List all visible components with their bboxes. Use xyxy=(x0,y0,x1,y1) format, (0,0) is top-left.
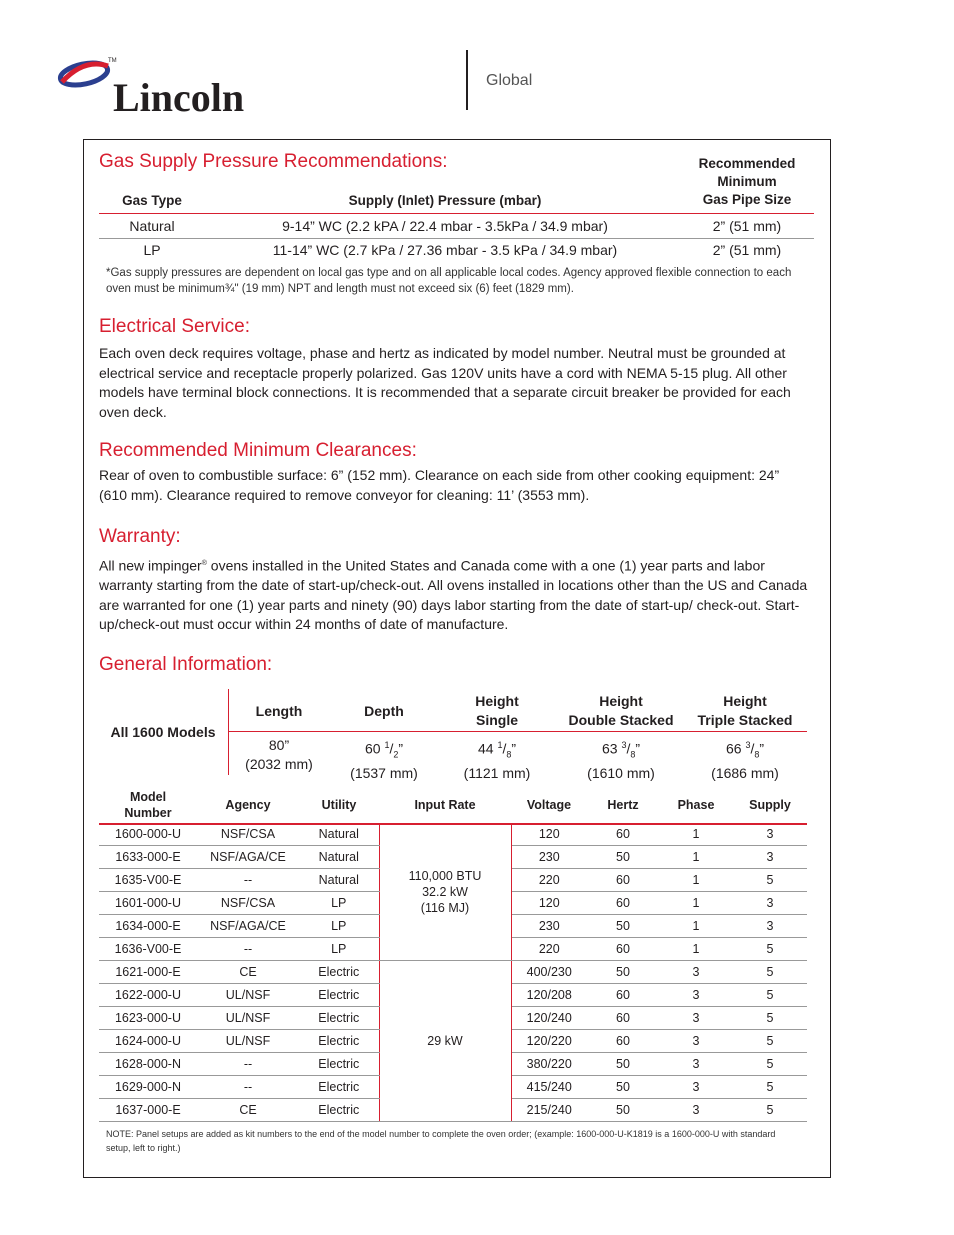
gas-row-pipe: 2” (51 mm) xyxy=(712,242,782,258)
cell-hertz: 50 xyxy=(587,1053,659,1076)
cell-model: 1633-000-E xyxy=(99,846,197,869)
cell-utility: Electric xyxy=(299,1030,379,1053)
cell-hertz: 60 xyxy=(587,869,659,892)
cell-supply: 5 xyxy=(733,938,807,961)
cell-utility: Electric xyxy=(299,1099,379,1122)
electrical-body: Each oven deck requires voltage, phase and hertz as indicated by model number. Neutral must be grounded at electrical service and receptacle properly polarized. Gas 120V units have a cord with NEMA 5-15 plug. All other models have terminal block connections. It is recommended that a separate circuit breaker be provided for each oven deck. xyxy=(99,345,791,420)
cell-phase: 1 xyxy=(659,869,733,892)
gas-heading: Gas Supply Pressure Recommendations: xyxy=(99,151,448,172)
cell-hertz: 50 xyxy=(587,961,659,984)
height-double-header: Height Double Stacked xyxy=(568,693,674,728)
cell-hertz: 50 xyxy=(587,1099,659,1122)
gas-row-pressure: 9-14” WC (2.2 kPA / 22.4 mbar - 3.5kPa / 34.9 mbar) xyxy=(282,218,608,234)
cell-agency: CE xyxy=(197,1099,299,1122)
swoosh-icon xyxy=(56,56,116,100)
cell-phase: 3 xyxy=(659,1007,733,1030)
cell-hertz: 50 xyxy=(587,846,659,869)
cell-model: 1601-000-U xyxy=(99,892,197,915)
cell-supply: 3 xyxy=(733,823,807,846)
cell-hertz: 60 xyxy=(587,1030,659,1053)
cell-utility: Electric xyxy=(299,1007,379,1030)
gas-row-rule xyxy=(99,238,814,239)
cell-supply: 3 xyxy=(733,846,807,869)
all-models-label: All 1600 Models xyxy=(110,724,216,740)
cell-agency: NSF/CSA xyxy=(197,892,299,915)
cell-supply: 5 xyxy=(733,1007,807,1030)
cell-voltage: 215/240 xyxy=(511,1099,587,1122)
cell-model: 1637-000-E xyxy=(99,1099,197,1122)
cell-phase: 1 xyxy=(659,915,733,938)
supply-header: Supply xyxy=(749,798,791,812)
gas-type-header: Gas Type xyxy=(122,193,182,208)
cell-agency: -- xyxy=(197,869,299,892)
cell-utility: Electric xyxy=(299,1076,379,1099)
warranty-body: All new impinger® ovens installed in the United States and Canada come with a one (1) year parts and labor warranty starting from the date of start-up/check-out. All ovens installed in locations other than the US and Canada are warranted for one (1) year parts and ninety (90) days labor starting from the date of start-up/ check-out. Start-up/check-out must occur within 24 months of date of manufacture. xyxy=(99,557,808,633)
cell-supply: 5 xyxy=(733,984,807,1007)
cell-utility: Electric xyxy=(299,984,379,1007)
phase-header: Phase xyxy=(677,798,715,812)
models-note: NOTE: Panel setups are added as kit numbers to the end of the model number to complete the oven order; (example: 1600-000-U-K1819 is a 1600-000-U with standard setup, left to right.) xyxy=(106,1129,776,1153)
cell-hertz: 50 xyxy=(587,1076,659,1099)
cell-utility: Natural xyxy=(299,869,379,892)
electrical-heading: Electrical Service: xyxy=(99,316,250,337)
cell-phase: 1 xyxy=(659,846,733,869)
table-row xyxy=(99,961,807,984)
cell-agency: -- xyxy=(197,1053,299,1076)
cell-supply: 5 xyxy=(733,1053,807,1076)
cell-supply: 5 xyxy=(733,869,807,892)
cell-hertz: 60 xyxy=(587,823,659,846)
cell-agency: NSF/CSA xyxy=(197,823,299,846)
cell-voltage: 220 xyxy=(511,869,587,892)
cell-model: 1635-V00-E xyxy=(99,869,197,892)
cell-hertz: 50 xyxy=(587,915,659,938)
cell-model: 1636-V00-E xyxy=(99,938,197,961)
general-header-rule xyxy=(229,731,807,732)
cell-agency: UL/NSF xyxy=(197,984,299,1007)
cell-phase: 3 xyxy=(659,961,733,984)
cell-phase: 3 xyxy=(659,1076,733,1099)
cell-model: 1600-000-U xyxy=(99,823,197,846)
region-label: Global xyxy=(486,72,533,89)
cell-agency: CE xyxy=(197,961,299,984)
cell-agency: -- xyxy=(197,1076,299,1099)
cell-phase: 3 xyxy=(659,1030,733,1053)
input-rate-header: Input Rate xyxy=(414,798,476,812)
gas-row-pressure: 11-14” WC (2.7 kPa / 27.36 mbar - 3.5 kPa / 34.9 mbar) xyxy=(272,242,618,258)
cell-model: 1624-000-U xyxy=(99,1030,197,1053)
cell-model: 1629-000-N xyxy=(99,1076,197,1099)
cell-voltage: 120/208 xyxy=(511,984,587,1007)
cell-voltage: 380/220 xyxy=(511,1053,587,1076)
header-divider xyxy=(466,50,468,110)
cell-supply: 5 xyxy=(733,1030,807,1053)
hertz-header: Hertz xyxy=(607,798,639,812)
cell-voltage: 230 xyxy=(511,846,587,869)
cell-phase: 3 xyxy=(659,984,733,1007)
cell-voltage: 120 xyxy=(511,892,587,915)
cell-supply: 5 xyxy=(733,961,807,984)
cell-supply: 5 xyxy=(733,1076,807,1099)
cell-model: 1628-000-N xyxy=(99,1053,197,1076)
cell-phase: 1 xyxy=(659,823,733,846)
cell-agency: -- xyxy=(197,938,299,961)
trademark: TM xyxy=(108,58,117,64)
cell-utility: Natural xyxy=(299,846,379,869)
utility-header: Utility xyxy=(321,798,357,812)
pressure-header: Supply (Inlet) Pressure (mbar) xyxy=(348,193,542,208)
cell-model: 1634-000-E xyxy=(99,915,197,938)
cell-phase: 1 xyxy=(659,938,733,961)
cell-voltage: 120/240 xyxy=(511,1007,587,1030)
height-double-value: 63 $^3/_8$” (1610 mm) xyxy=(587,740,655,782)
gas-row-type: LP xyxy=(143,242,161,258)
pipe-size-header: Recommended Minimum Gas Pipe Size xyxy=(698,156,796,207)
height-single-header: Height Single xyxy=(475,693,519,728)
cell-supply: 3 xyxy=(733,915,807,938)
cell-voltage: 220 xyxy=(511,938,587,961)
cell-hertz: 60 xyxy=(587,984,659,1007)
gas-row-type: Natural xyxy=(129,218,175,234)
cell-voltage: 120 xyxy=(511,823,587,846)
model-number-header: Model Number xyxy=(124,790,172,820)
voltage-header: Voltage xyxy=(526,798,572,812)
cell-hertz: 60 xyxy=(587,892,659,915)
cell-voltage: 230 xyxy=(511,915,587,938)
cell-hertz: 60 xyxy=(587,1007,659,1030)
cell-model: 1622-000-U xyxy=(99,984,197,1007)
gas-header-rule xyxy=(99,213,814,214)
warranty-heading: Warranty: xyxy=(99,526,181,547)
cell-utility: Electric xyxy=(299,961,379,984)
models-table xyxy=(99,823,807,1122)
height-single-value: 44 $^1/_8$” (1121 mm) xyxy=(463,740,531,782)
cell-voltage: 400/230 xyxy=(511,961,587,984)
height-triple-value: 66 $^3/_8$” (1686 mm) xyxy=(711,740,779,782)
cell-agency: NSF/AGA/CE xyxy=(197,846,299,869)
agency-header: Agency xyxy=(225,798,271,812)
cell-model: 1623-000-U xyxy=(99,1007,197,1030)
electric-input-rate: 29 kW xyxy=(379,961,511,1122)
lincoln-logo xyxy=(56,56,306,120)
cell-utility: LP xyxy=(299,915,379,938)
clearances-heading: Recommended Minimum Clearances: xyxy=(99,440,417,461)
cell-utility: LP xyxy=(299,892,379,915)
length-header: Length xyxy=(255,703,303,719)
cell-supply: 3 xyxy=(733,892,807,915)
cell-utility: Electric xyxy=(299,1053,379,1076)
cell-hertz: 60 xyxy=(587,938,659,961)
cell-utility: LP xyxy=(299,938,379,961)
table-row xyxy=(99,823,807,846)
general-heading: General Information: xyxy=(99,654,273,675)
cell-agency: UL/NSF xyxy=(197,1007,299,1030)
gas-row-pipe: 2” (51 mm) xyxy=(712,218,782,234)
cell-voltage: 120/220 xyxy=(511,1030,587,1053)
height-triple-header: Height Triple Stacked xyxy=(697,693,793,728)
length-value: 80” (2032 mm) xyxy=(245,737,313,772)
cell-phase: 1 xyxy=(659,892,733,915)
cell-agency: NSF/AGA/CE xyxy=(197,915,299,938)
gas-input-rate: 110,000 BTU 32.2 kW (116 MJ) xyxy=(379,823,511,961)
cell-supply: 5 xyxy=(733,1099,807,1122)
depth-header: Depth xyxy=(364,703,404,719)
clearances-body: Rear of oven to combustible surface: 6” (152 mm). Clearance on each side from other cooking equipment: 24” (610 mm). Clearance required to remove conveyor for cleaning: 11’ (3553 mm). xyxy=(99,467,780,503)
cell-agency: UL/NSF xyxy=(197,1030,299,1053)
brand-name: Lincoln xyxy=(113,75,245,120)
gas-note: *Gas supply pressures are dependent on local gas type and on all applicable local codes. Agency approved flexible connection to each oven must be minimum¾" (19 mm) NPT and length must not exceed six (6) feet (1829 mm). xyxy=(106,267,792,295)
cell-phase: 3 xyxy=(659,1099,733,1122)
cell-phase: 3 xyxy=(659,1053,733,1076)
cell-voltage: 415/240 xyxy=(511,1076,587,1099)
cell-utility: Natural xyxy=(299,823,379,846)
depth-value: 60 $^1/_2$” (1537 mm) xyxy=(350,740,418,782)
cell-model: 1621-000-E xyxy=(99,961,197,984)
